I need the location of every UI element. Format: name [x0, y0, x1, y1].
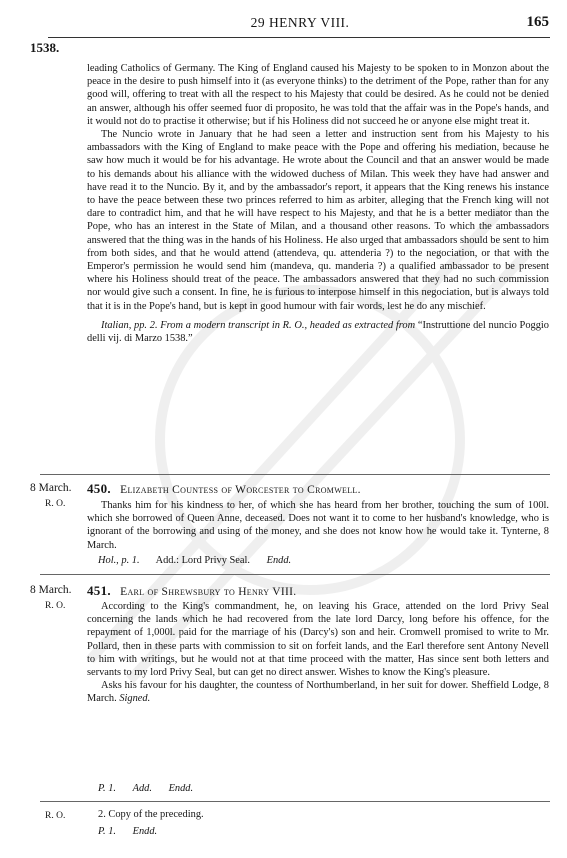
running-title: 29 HENRY VIII.: [250, 15, 350, 30]
entry-451-title: Earl of Shrewsbury to Henry VIII.: [120, 586, 297, 598]
entry-450-address: Add.: Lord Privy Seal.: [155, 555, 250, 566]
entry-450-repository: R. O.: [45, 499, 66, 509]
entry-451-repository: R. O.: [45, 601, 66, 611]
item-2-description: P. 1. Endd.: [98, 826, 158, 837]
entry-450-endorsed: Endd.: [266, 555, 292, 566]
entry-450-heading: [87, 481, 549, 497]
entry-450-date: 8 March.: [30, 482, 72, 494]
entry-451-address: Add.: [132, 783, 152, 794]
item-2-endorsed: Endd.: [132, 826, 158, 837]
entry-450-title: Elizabeth Countess of Worcester to Cromwell.: [120, 484, 361, 496]
year-marker: 1538.: [30, 40, 60, 55]
entry-divider: [40, 801, 550, 802]
item-2-repository: R. O.: [45, 811, 66, 821]
entry-450-text: Thanks him for his kindness to her, of which she has heard from her brother, touching the sum of 100l. which she borrowed of Queen Anne, deceased. Does not want it to come to her husband's knowledge, who is ignorant of the borrowing and using of the money, and she does not know how he would take it. Tynterne, 8 March.: [87, 500, 549, 551]
entry-451-description: P. 1. Add. Endd.: [98, 783, 194, 794]
entry-divider: [40, 574, 550, 575]
header-rule: [48, 37, 550, 38]
entry-451-endorsed: Endd.: [168, 783, 194, 794]
source-note-heading: “Instruttione del nuncio Poggio delli vij. di Marzo 1538.”: [87, 319, 549, 345]
entry-450-number: 450.: [87, 481, 111, 496]
continued-letter: [87, 62, 549, 345]
entry-451-date: 8 March.: [30, 584, 72, 596]
source-note-transcript: From a modern transcript in R. O., headed as extracted from: [160, 319, 416, 331]
continued-paragraph-2: The Nuncio wrote in January that he had seen a letter and instruction sent from his Majesty to his ambassadors with the King of England to make peace with the Pope and offering his mediation, because he saw how much it would be for his advantage. He wrote about the Council and that an answer would be made to his demands about his alliance with the widowed duchess of Milan. This week they have had answer and have read it to the Nuncio. By it, and by the ambassador's report, it appears that the King renews his instance to have the peace between these two princes referred to him as arbiter, alleging that the French king will not dare to contradict him, and that he will have respect to his Majesty, and that he is a better mediator than the Pope, who has an interest in the State of Milan, and a thousand other reasons. To which the ambassadors answered that the thing was in the hands of his Holiness. He also urged that ambassadors should be sent to him from both sides, and that he would attend (attendeva, qu. attenderia ?) to the negociation, or that with the Emperor's permission he would send him (mandeva, qu. manderia ?) a qualified ambassador to be present where his Holiness should treat of the peace. The ambassadors answered that they had no such commission nor would give such a consent. In fine, he is furious to interpose himself in this negociation, but is always told that it is in the Pope's hand, but is kept in good humour with fair words, lest he do any mischief.: [87, 129, 549, 312]
entry-451-number: 451.: [87, 583, 111, 598]
source-note-language: Italian, pp. 2.: [101, 319, 158, 331]
entry-450-description: Hol., p. 1. Add.: Lord Privy Seal. Endd.: [98, 555, 292, 566]
item-2-text: 2. Copy of the preceding.: [98, 809, 204, 820]
source-note: [87, 319, 549, 345]
entry-divider: [40, 474, 550, 475]
entry-450-body: [87, 499, 549, 552]
entry-451-signed: Signed.: [119, 693, 151, 705]
entry-451-text-2: Asks his favour for his daughter, the countess of Northumberland, in her suit for dower. Sheffield Lodge, 8 March. Signed.: [87, 680, 549, 705]
entry-451-body: [87, 600, 549, 706]
entry-451-text-1: According to the King's commandment, he, on leaving his Grace, attended on the lord Privy Seal concerning the lands which he had recovered from the late lord Darcy, long before his offence, for the repayment of 1,000l. paid for the marriage of his (Darcy's) son and heir. Cromwell promised to write to Mr. Pollard, then in these parts with commission to sit on forfeit lands, and the Earl therefore sent Antony Nevell to him with writings, but he would not at that time proceed with the matter, Has since sent both letters and servants to my lord Privy Seal, but can get no direct answer. Wishes to know the King's pleasure.: [87, 601, 549, 679]
continued-paragraph-1: leading Catholics of Germany. The King of England caused his Majesty to be spoken to in Monzon about the peace in the desire to push himself into it (as everyone thinks) to the detriment of the Pope, rather than for any good will, offering to treat with all the respect to his Majesty that could be desired. As he could not be denied an answer, although his offer seemed fuor di proposito, he was told that the affair was in the Pope's hands, and it would not do to practise it otherwise; but if his Holiness did not succeed he or anyone else might treat it.: [87, 63, 549, 127]
entry-451-heading: [87, 583, 549, 599]
page-number: 165: [526, 14, 549, 30]
